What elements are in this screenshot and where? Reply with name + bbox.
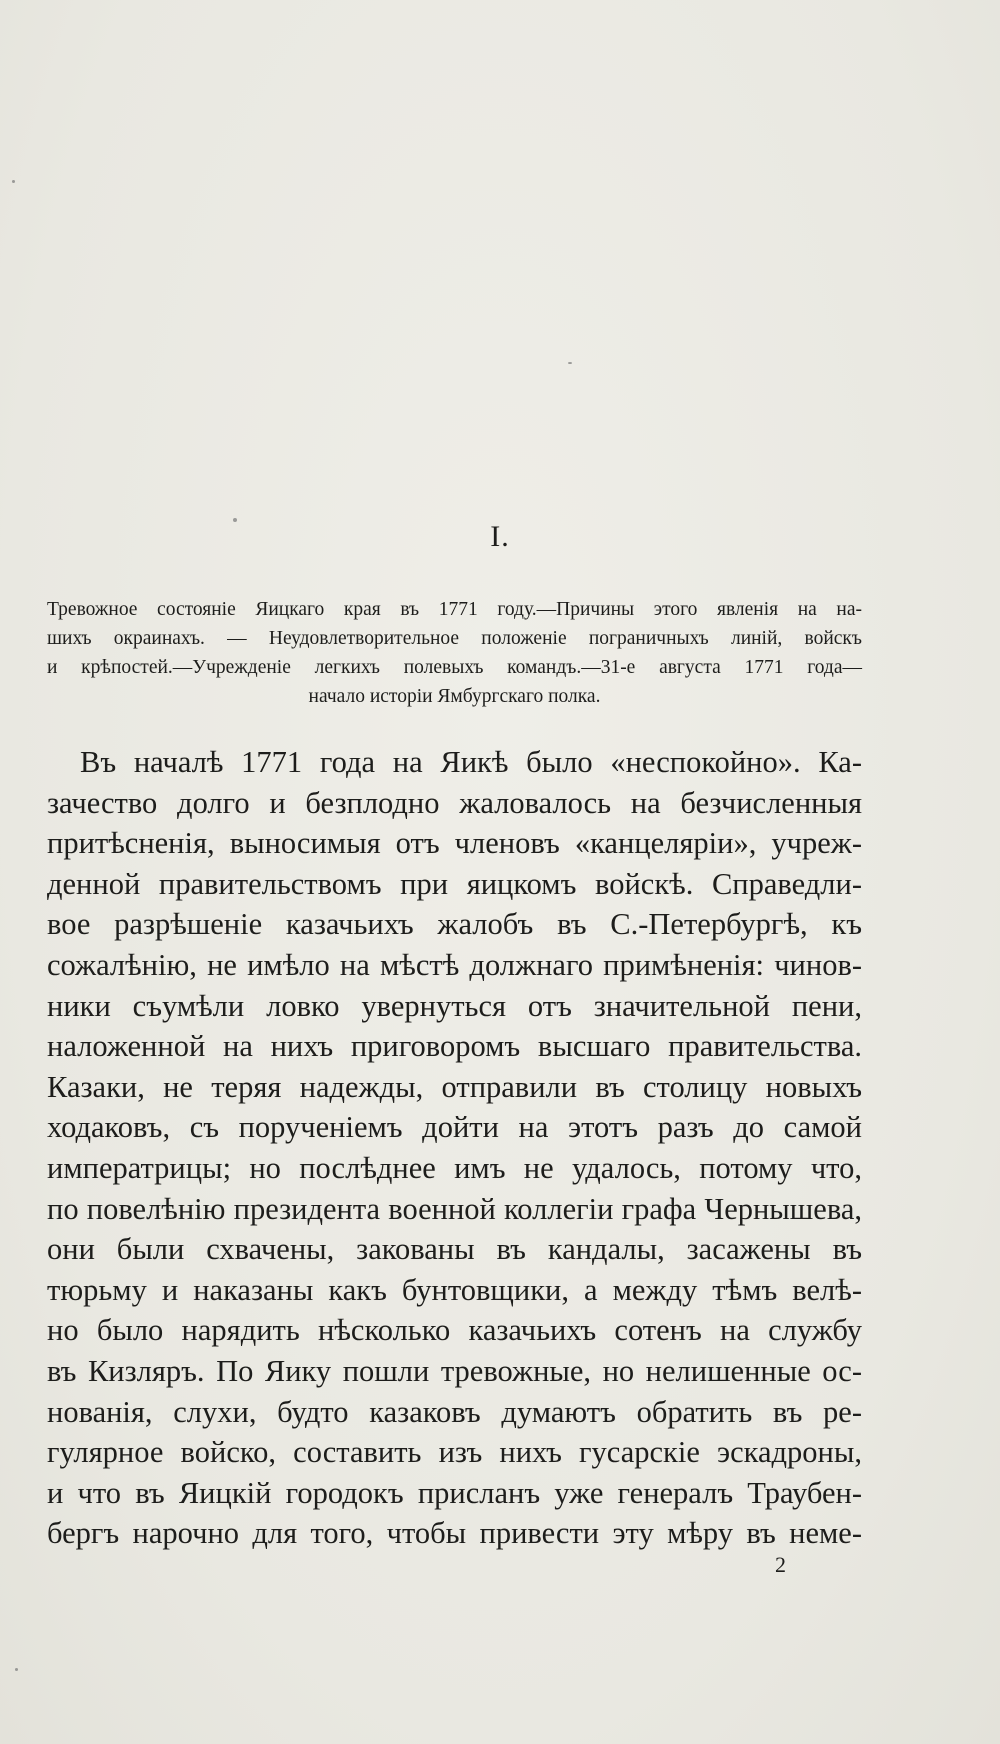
body-line: вое разрѣшенiе казачьихъ жалобъ въ С.-Петербургѣ, къ xyxy=(47,907,862,942)
body-line: гулярное войско, составить изъ нихъ гусарскiе эскадроны, xyxy=(47,1435,862,1470)
summary-line: Тревожное состоянiе Яицкаго края въ 1771 году.—Причины этого явленiя на на- xyxy=(47,599,862,620)
body-line: сожалѣнiю, не имѣло на мѣстѣ должнаго примѣненiя: чинов- xyxy=(47,947,862,982)
summary-line: шихъ окраинахъ. — Неудовлетворительное положенiе пограничныхъ линiй, войскъ xyxy=(47,628,862,649)
body-line: Казаки, не теряя надежды, отправили въ столицу новыхъ xyxy=(47,1069,862,1104)
body-line: ники съумѣли ловко увернуться отъ значительной пени, xyxy=(47,988,862,1023)
paper-speck xyxy=(12,180,15,183)
body-line: императрицы; но послѣднее имъ не удалось, потому что, xyxy=(47,1150,862,1185)
body-line: денной правительствомъ при яицкомъ войскѣ. Справедли- xyxy=(47,866,862,901)
body-line: они были схвачены, закованы въ кандалы, засажены въ xyxy=(47,1232,862,1267)
summary-line: и крѣпостей.—Учрежденiе легкихъ полевыхъ командъ.—31-е августа 1771 года— xyxy=(47,657,862,678)
paper-speck xyxy=(15,1668,18,1671)
body-line: но было нарядить нѣсколько казачьихъ сотенъ на службу xyxy=(47,1313,862,1348)
body-paragraph xyxy=(47,742,862,1554)
summary-line: начало исторiи Ямбургскаго полка. xyxy=(308,686,601,707)
chapter-summary xyxy=(47,595,862,711)
body-line: притѣсненiя, выносимыя отъ членовъ «канцелярiи», учреж- xyxy=(47,826,862,861)
body-line: наложенной на нихъ приговоромъ высшаго правительства. xyxy=(47,1029,862,1064)
paper-speck xyxy=(568,362,572,364)
body-line: Въ началѣ 1771 года на Яикѣ было «неспокойно». Ка- xyxy=(80,745,862,779)
body-line: по повелѣнiю президента военной коллегiи графа Чернышева, xyxy=(47,1191,862,1226)
body-line: зачество долго и безплодно жаловалось на безчисленныя xyxy=(47,785,862,820)
body-line: и что въ Яицкiй городокъ присланъ уже генералъ Траубен- xyxy=(47,1475,862,1510)
chapter-number: I. xyxy=(490,520,510,553)
printer-signature-mark: 2 xyxy=(775,1552,786,1577)
body-line: тюрьму и наказаны какъ бунтовщики, а между тѣмъ велѣ- xyxy=(47,1272,862,1307)
body-line: въ Кизляръ. По Яику пошли тревожные, но нелишенные ос- xyxy=(47,1353,862,1388)
body-line: ходаковъ, съ порученiемъ дойти на этотъ разъ до самой xyxy=(47,1110,862,1145)
body-line: нованiя, слухи, будто казаковъ думаютъ обратить въ ре- xyxy=(47,1394,862,1429)
body-line: бергъ нарочно для того, чтобы привести эту мѣру въ неме- xyxy=(47,1516,862,1551)
